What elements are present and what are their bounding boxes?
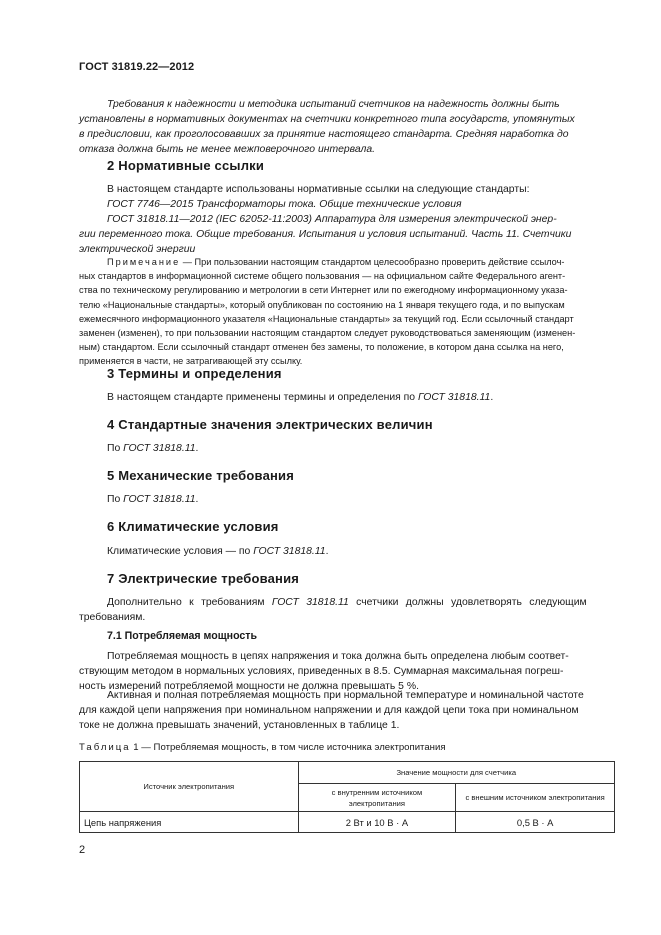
text-line: Требования к надежности и методика испытаний счетчиков на надежность должны быть bbox=[107, 99, 560, 110]
section-7-body bbox=[79, 595, 615, 625]
note-line: ежемесячного информационного указателя «Национальные стандарты» за текущий год. Если ссылочный стандарт bbox=[79, 313, 574, 324]
note-block bbox=[79, 255, 615, 369]
section-6-end: . bbox=[325, 546, 329, 557]
text-line: ствующим методом в нормальных условиях, приведенных в 8.5. Суммарная максимальная погреш- bbox=[79, 666, 564, 677]
consumption-paragraph-2 bbox=[79, 688, 615, 733]
note-line: — При пользовании настоящим стандартом целесообразно проверить действие ссылоч- bbox=[180, 257, 565, 267]
section-7-text: Дополнительно к требованиям bbox=[107, 597, 272, 608]
text-line: для каждой цепи напряжения при номинальном напряжении и для каждой цепи тока при номинальном bbox=[79, 705, 579, 716]
header-power-value: Значение мощности для счетчика bbox=[298, 762, 614, 784]
text-line: Потребляемая мощность в цепях напряжения и тока должна быть определена любым соответ- bbox=[107, 651, 569, 662]
cell-external: 0,5 В · А bbox=[456, 812, 615, 833]
note-line: применяется в части, не затрагивающей эту ссылку. bbox=[79, 356, 303, 367]
section-6-title: 6 Климатические условия bbox=[107, 519, 279, 534]
text-line: ность измерений потребляемой мощности не должна превышать 5 %. bbox=[79, 681, 419, 692]
header-power-source: Источник электропитания bbox=[80, 762, 299, 812]
section-7-text: требованиям. bbox=[79, 612, 146, 623]
table-caption bbox=[79, 742, 446, 753]
cell-source: Цепь напряжения bbox=[80, 812, 299, 833]
section-4-body bbox=[79, 441, 615, 456]
section-5-reference: ГОСТ 31818.11 bbox=[123, 494, 196, 505]
reliability-paragraph bbox=[79, 97, 615, 157]
section-6-reference: ГОСТ 31818.11 bbox=[253, 546, 326, 557]
section-4-reference: ГОСТ 31818.11 bbox=[123, 443, 196, 454]
header-internal-source: с внутренним источником электропитания bbox=[298, 784, 456, 812]
reference-gost-31818-line: гии переменного тока. Общие требования. Испытания и условия испытаний. Часть 11. Счетчики bbox=[79, 229, 572, 240]
cell-internal: 2 Вт и 10 В · А bbox=[298, 812, 456, 833]
section-7-title: 7 Электрические требования bbox=[107, 571, 300, 586]
text-line: установлены в нормативных документах на счетчики конкретного типа государств, упомянутых bbox=[79, 114, 575, 125]
note-line: ным) стандартом. Если ссылочный стандарт отменен без замены, то положение, в котором дана ссылка на него, bbox=[79, 342, 564, 353]
section-4-title: 4 Стандартные значения электрических величин bbox=[107, 417, 433, 432]
text-line: Активная и полная потребляемая мощность при нормальной температуре и номинальной частоте bbox=[107, 690, 584, 701]
page-number: 2 bbox=[79, 844, 86, 856]
table-caption-label: Таблица bbox=[79, 742, 131, 753]
section-5-title: 5 Механические требования bbox=[107, 468, 295, 483]
header-external-source: с внешним источником электропитания bbox=[456, 784, 615, 812]
section-4-end: . bbox=[195, 443, 199, 454]
section-2-body bbox=[79, 182, 615, 257]
note-label: Примечание bbox=[107, 257, 181, 267]
section-5-end: . bbox=[195, 494, 199, 505]
normative-lead: В настоящем стандарте использованы нормативные ссылки на следующие стандарты: bbox=[107, 184, 530, 195]
section-5-body bbox=[79, 492, 615, 507]
note-line: телю «Национальные стандарты», который опубликован по состоянию на 1 января текущего года, и по выпускам bbox=[79, 299, 565, 310]
section-3-end: . bbox=[490, 392, 494, 403]
section-2-title: 2 Нормативные ссылки bbox=[107, 158, 265, 173]
note-line: ных стандартов в информационной системе общего пользования — на официальном сайте Федерального агент- bbox=[79, 271, 566, 282]
standard-code-header: ГОСТ 31819.22—2012 bbox=[79, 61, 195, 73]
section-3-reference: ГОСТ 31818.11 bbox=[417, 392, 491, 403]
text-line: токе не должна превышать значений, установленных в таблице 1. bbox=[79, 720, 400, 731]
section-6-body bbox=[79, 544, 615, 559]
note-line: ства по техническому регулированию и метрологии в сети Интернет или по ежегодному информационному указа- bbox=[79, 285, 568, 296]
note-line: заменен (изменен), то при пользовании настоящим стандартом следует руководствоваться заменяющим (изменен- bbox=[79, 328, 576, 339]
subsection-7-1-title: 7.1 Потребляемая мощность bbox=[107, 630, 257, 642]
section-3-body bbox=[79, 390, 615, 405]
table-caption-text: 1 — Потребляемая мощность, в том числе источника электропитания bbox=[130, 742, 446, 753]
power-consumption-table bbox=[79, 761, 615, 833]
section-3-title: 3 Термины и определения bbox=[107, 366, 282, 381]
section-4-text: По bbox=[107, 443, 124, 454]
reference-gost-31818-line: ГОСТ 31818.11—2012 (IEC 62052-11:2003) Аппаратура для измерения электрической энер- bbox=[107, 214, 557, 225]
text-line: в предисловии, как проголосовавших за принятие настоящего стандарта. Средняя наработка до bbox=[79, 129, 569, 140]
section-3-text: В настоящем стандарте применены термины и определения по bbox=[107, 392, 418, 403]
table-row bbox=[80, 812, 615, 833]
reference-gost-7746: ГОСТ 7746—2015 Трансформаторы тока. Общие технические условия bbox=[107, 199, 462, 210]
section-5-text: По bbox=[107, 494, 124, 505]
section-7-text: счетчики должны удовлетворять следующим bbox=[348, 597, 587, 608]
text-line: отказа должна быть не менее межповерочного интервала. bbox=[79, 144, 376, 155]
reference-gost-31818-line: электрической энергии bbox=[79, 244, 196, 255]
section-7-reference: ГОСТ 31818.11 bbox=[271, 597, 349, 608]
section-6-text: Климатические условия — по bbox=[107, 546, 254, 557]
